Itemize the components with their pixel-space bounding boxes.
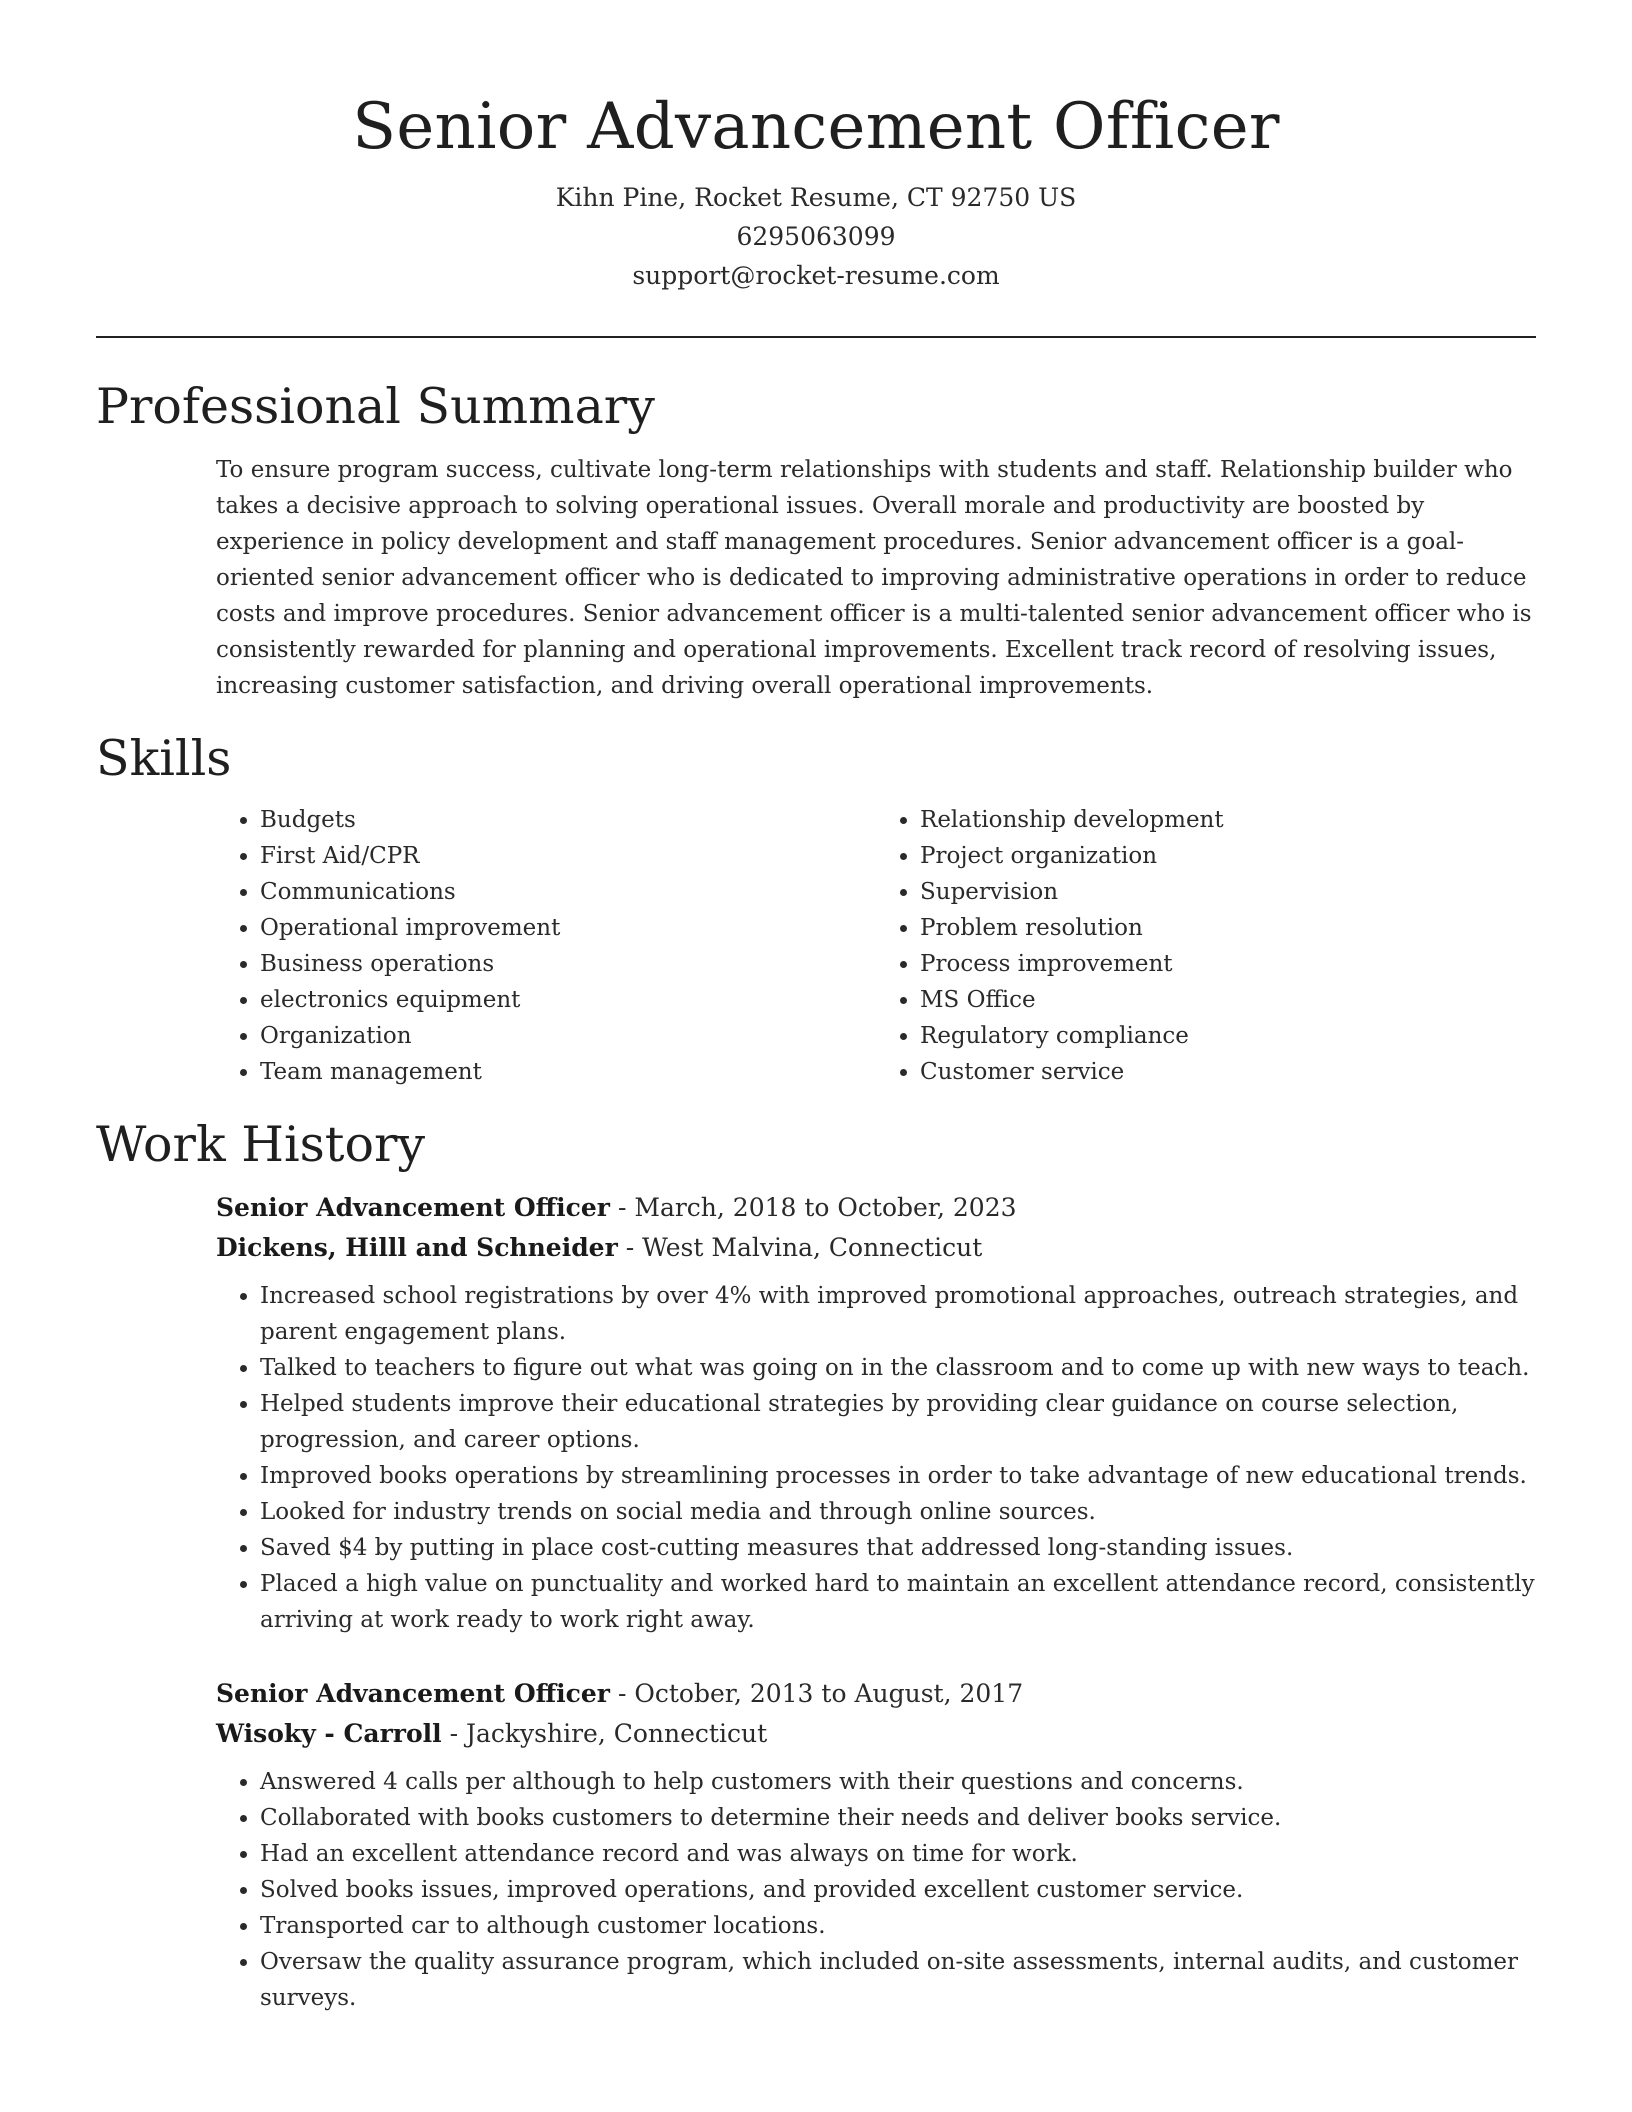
duty-item: • Solved books issues, improved operations, and provided excellent customer service. xyxy=(260,1872,1536,1908)
job-location: West Malvina, Connecticut xyxy=(642,1233,983,1262)
job-separator: - xyxy=(449,1719,466,1748)
summary-heading: Professional Summary xyxy=(96,378,655,435)
duty-item: • Transported car to although customer locations. xyxy=(260,1908,1536,1944)
skill-item: • First Aid/CPR xyxy=(260,838,876,874)
duty-item: • Improved books operations by streamlining processes in order to take advantage of new educational trends. xyxy=(260,1458,1536,1494)
job-role: Senior Advancement Officer xyxy=(216,1679,610,1708)
skill-item: • Organization xyxy=(260,1018,876,1054)
skill-item: • Process improvement xyxy=(920,946,1536,982)
contact-block xyxy=(96,178,1536,295)
duty-item: • Oversaw the quality assurance program, which included on-site assessments, internal audits, and customer surveys. xyxy=(260,1944,1536,2016)
job-duties xyxy=(216,1278,1536,1638)
skills-list xyxy=(216,802,1536,1090)
job-duties xyxy=(216,1764,1536,2016)
skill-item: • electronics equipment xyxy=(260,982,876,1018)
skill-item: • Operational improvement xyxy=(260,910,876,946)
email-line: support@rocket-resume.com xyxy=(632,261,1000,290)
duty-item: • Increased school registrations by over 4% with improved promotional approaches, outreach strategies, and parent engagement plans. xyxy=(260,1278,1536,1350)
skill-item: • Communications xyxy=(260,874,876,910)
skill-item: • Regulatory compliance xyxy=(920,1018,1536,1054)
skills-heading: Skills xyxy=(96,730,232,787)
skills-column-right xyxy=(876,802,1536,1090)
skill-item: • MS Office xyxy=(920,982,1536,1018)
job-separator: - xyxy=(617,1193,635,1222)
work-history-heading: Work History xyxy=(96,1116,426,1173)
summary-paragraph: To ensure program success, cultivate long-term relationships with students and staff. Relationship builder who takes a decisive approach to solving operational issues. Overall morale and productivity are boosted by experience in policy development and staff management procedures. Senior advancement officer is a goal-oriented senior advancement officer who is dedicated to improving administrative operations in order to reduce costs and improve procedures. Senior advancement officer is a multi-talented senior advancement officer who is consistently rewarded for planning and operational improvements. Excellent track record of resolving issues, increasing customer satisfaction, and driving overall operational improvements. xyxy=(216,457,1532,699)
header-divider xyxy=(96,336,1536,338)
resume-header xyxy=(96,0,1536,295)
resume-page xyxy=(96,0,1536,2016)
job-entry xyxy=(216,1188,1536,1638)
duty-item: • Collaborated with books customers to determine their needs and deliver books service. xyxy=(260,1800,1536,1836)
skill-item: • Relationship development xyxy=(920,802,1536,838)
job-separator: - xyxy=(625,1233,643,1262)
job-employer-line xyxy=(216,1228,1536,1268)
job-title-line xyxy=(216,1188,1536,1228)
duty-item: • Talked to teachers to figure out what was going on in the classroom and to come up with new ways to teach. xyxy=(260,1350,1536,1386)
phone-line: 6295063099 xyxy=(736,222,896,251)
job-employer: Wisoky - Carroll xyxy=(216,1719,442,1748)
candidate-title: Senior Advancement Officer xyxy=(352,90,1280,164)
job-role: Senior Advancement Officer xyxy=(216,1193,610,1222)
duty-item: • Had an excellent attendance record and was always on time for work. xyxy=(260,1836,1536,1872)
job-employer-line xyxy=(216,1714,1536,1754)
duty-item: • Saved $4 by putting in place cost-cutting measures that addressed long-standing issues. xyxy=(260,1530,1536,1566)
skill-item: • Problem resolution xyxy=(920,910,1536,946)
skills-column-left xyxy=(216,802,876,1090)
skill-item: • Team management xyxy=(260,1054,876,1090)
skill-item: • Customer service xyxy=(920,1054,1536,1090)
skill-item: • Supervision xyxy=(920,874,1536,910)
duty-item: • Looked for industry trends on social media and through online sources. xyxy=(260,1494,1536,1530)
skill-item: • Budgets xyxy=(260,802,876,838)
skill-item: • Project organization xyxy=(920,838,1536,874)
duty-item: • Answered 4 calls per although to help customers with their questions and concerns. xyxy=(260,1764,1536,1800)
address-line: Kihn Pine, Rocket Resume, CT 92750 US xyxy=(555,183,1077,212)
job-dates: October, 2013 to August, 2017 xyxy=(634,1679,1024,1708)
duty-item: • Helped students improve their educational strategies by providing clear guidance on course selection, progression, and career options. xyxy=(260,1386,1536,1458)
job-entry xyxy=(216,1674,1536,2016)
job-separator: - xyxy=(617,1679,635,1708)
duty-item: • Placed a high value on punctuality and worked hard to maintain an excellent attendance record, consistently arriving at work ready to work right away. xyxy=(260,1566,1536,1638)
job-employer: Dickens, Hilll and Schneider xyxy=(216,1233,618,1262)
skill-item: • Business operations xyxy=(260,946,876,982)
job-title-line xyxy=(216,1674,1536,1714)
job-location: Jackyshire, Connecticut xyxy=(465,1719,768,1748)
job-dates: March, 2018 to October, 2023 xyxy=(634,1193,1017,1222)
